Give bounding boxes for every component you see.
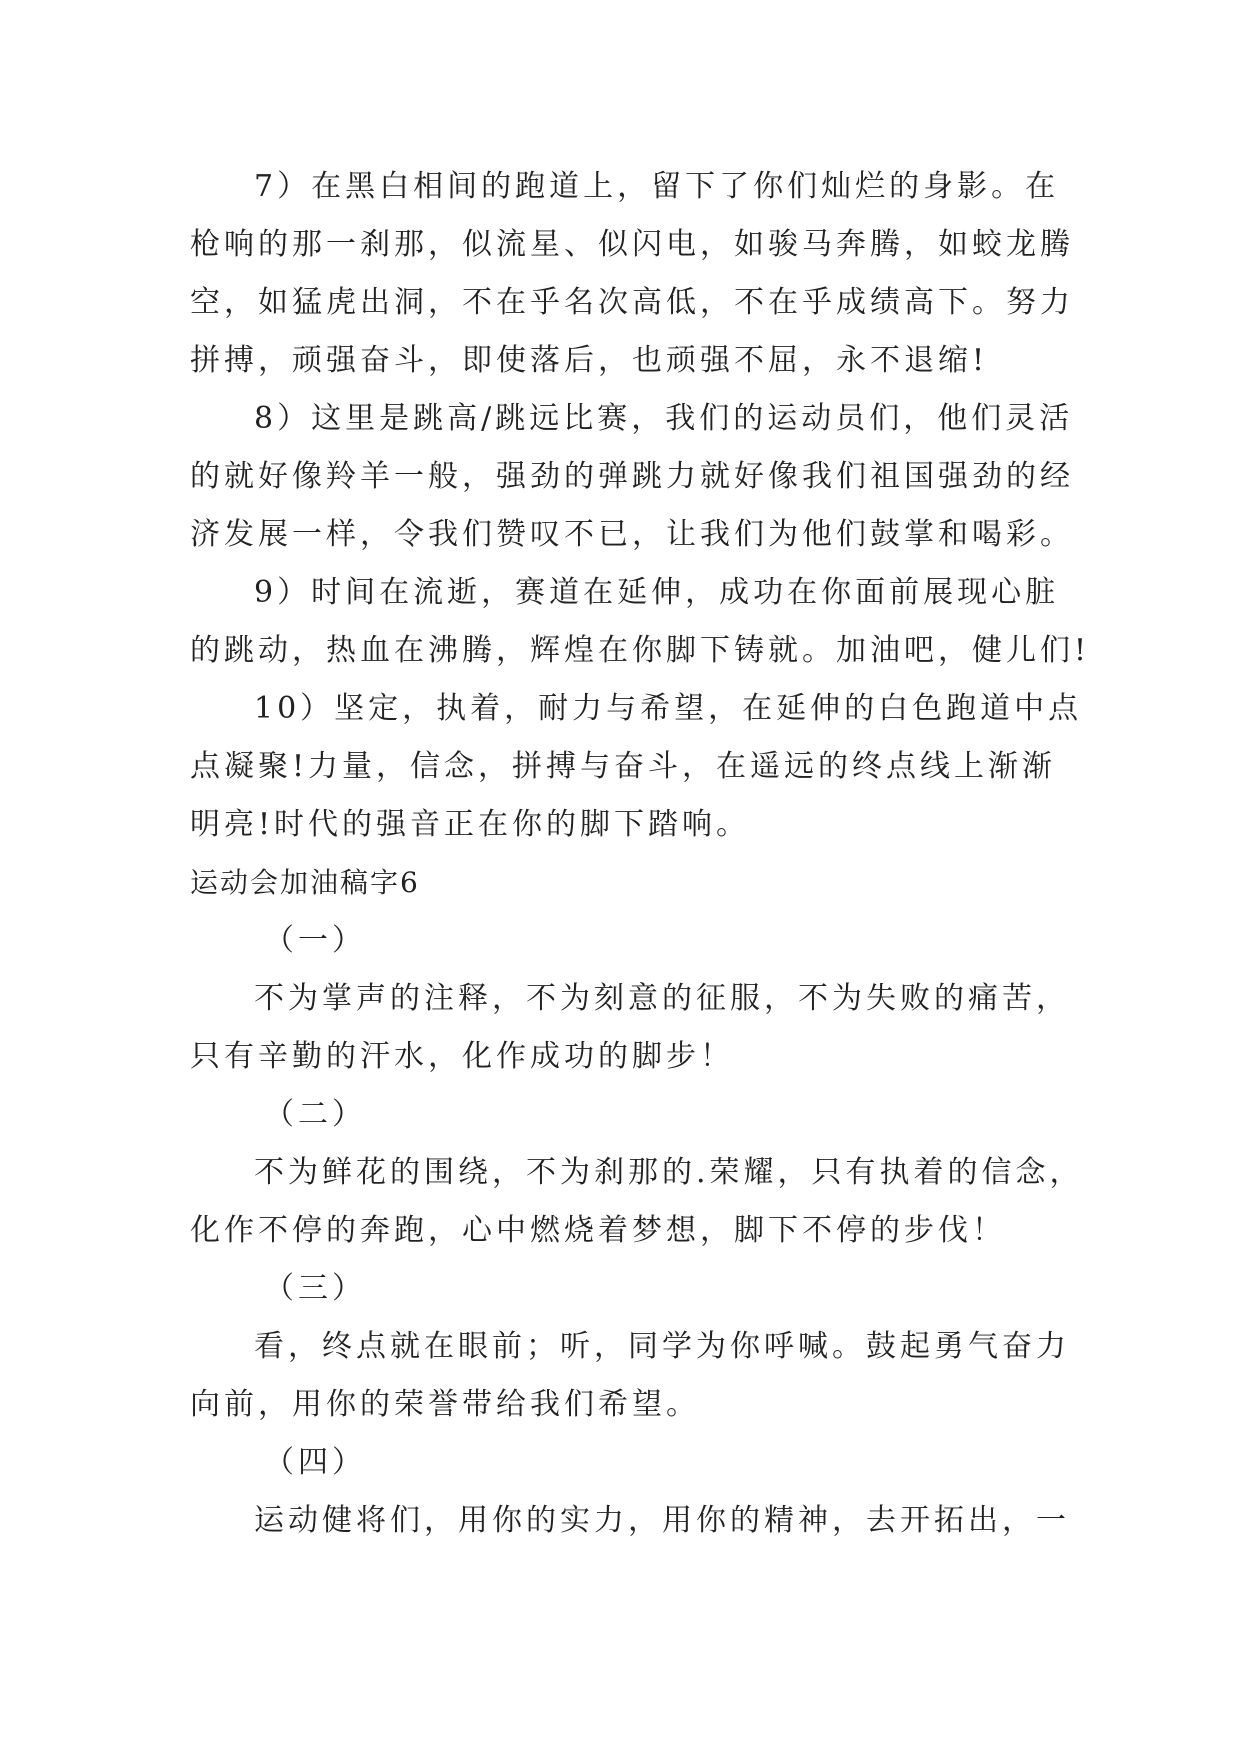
paragraph-line: 只有辛勤的汗水，化作成功的脚步！	[190, 1039, 734, 1074]
paragraph-line: 看，终点就在眼前；听，同学为你呼喊。鼓起勇气奋力	[254, 1329, 1070, 1364]
paragraph-line: 运动健将们，用你的实力，用你的精神，去开拓出，一	[254, 1503, 1070, 1538]
paragraph-line: 7）在黑白相间的跑道上，留下了你们灿烂的身影。在	[254, 169, 1060, 204]
paragraph-line: 的跳动，热血在沸腾，辉煌在你脚下铸就。加油吧，健儿们!	[190, 633, 1091, 668]
paragraph-line: 的就好像羚羊一般，强劲的弹跳力就好像我们祖国强劲的经	[190, 459, 1074, 494]
subsection-label: （二）	[264, 1097, 366, 1132]
paragraph-line: 空，如猛虎出洞，不在乎名次高低，不在乎成绩高下。努力	[190, 285, 1074, 320]
document-body	[190, 158, 1091, 1550]
paragraph-line: 枪响的那一刹那，似流星、似闪电，如骏马奔腾，如蛟龙腾	[190, 227, 1074, 262]
paragraph-line: 不为鲜花的围绕，不为刹那的.荣耀，只有执着的信念，	[254, 1155, 1084, 1190]
paragraph-line: 济发展一样，令我们赞叹不已，让我们为他们鼓掌和喝彩。	[190, 517, 1074, 552]
paragraph-line: 10）坚定，执着，耐力与希望，在延伸的白色跑道中点	[254, 691, 1083, 726]
paragraph-line: 点凝聚!力量，信念，拼搏与奋斗，在遥远的终点线上渐渐	[190, 749, 1057, 784]
subsection-label: （三）	[264, 1271, 366, 1306]
paragraph-line: 9）时间在流逝，赛道在延伸，成功在你面前展现心脏	[254, 575, 1060, 610]
paragraph-line: 8）这里是跳高/跳远比赛，我们的运动员们，他们灵活	[254, 401, 1074, 436]
paragraph-line: 拼搏，顽强奋斗，即使落后，也顽强不屈，永不退缩!	[190, 343, 989, 378]
paragraph-line: 化作不停的奔跑，心中燃烧着梦想，脚下不停的步伐！	[190, 1213, 1006, 1248]
section-heading: 运动会加油稿字6	[190, 866, 420, 899]
paragraph-line: 不为掌声的注释，不为刻意的征服，不为失败的痛苦，	[254, 981, 1070, 1016]
paragraph-line: 向前，用你的荣誉带给我们希望。	[190, 1387, 700, 1422]
subsection-label: （四）	[264, 1445, 366, 1480]
paragraph-line: 明亮!时代的强音正在你的脚下踏响。	[190, 807, 751, 842]
subsection-label: （一）	[264, 923, 366, 958]
